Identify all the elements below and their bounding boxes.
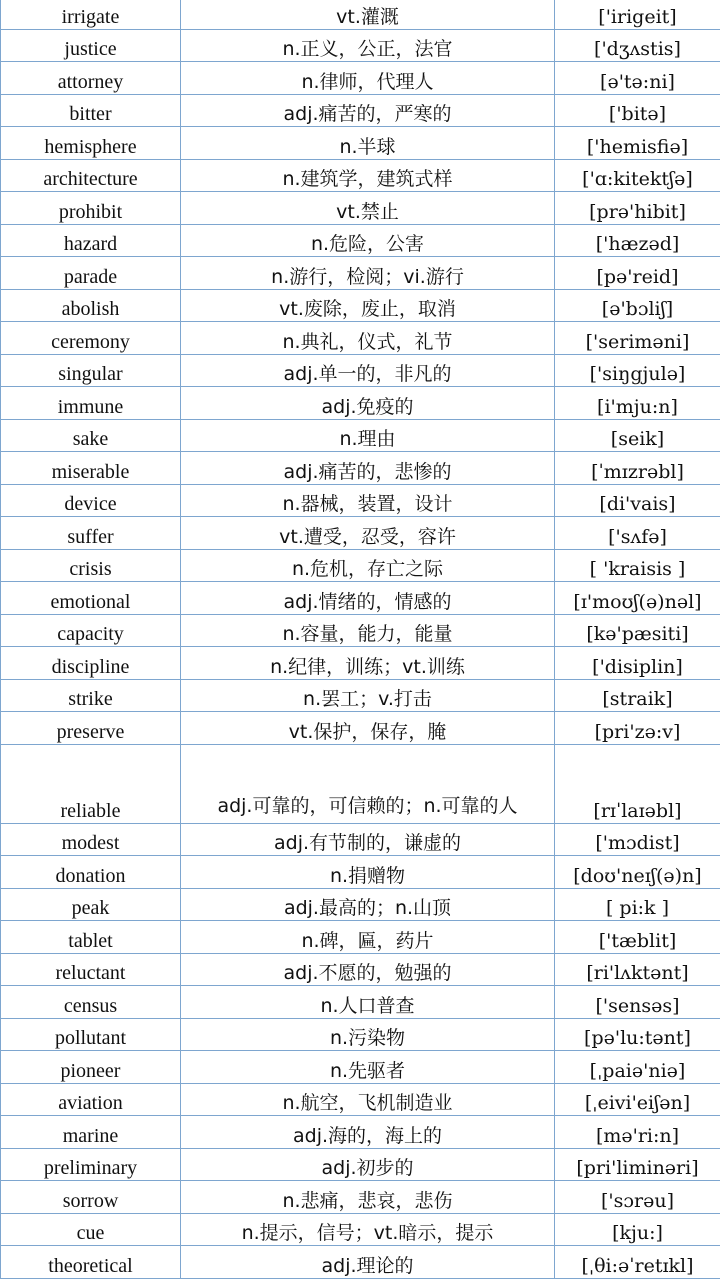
vocab-definition: n.容量，能力，能量	[181, 614, 555, 647]
vocab-row	[1, 1018, 720, 1051]
vocab-definition: n.悲痛，悲哀，悲伤	[181, 1181, 555, 1214]
vocab-word: cue	[1, 1213, 181, 1246]
vocab-phonetic: [ pi:k ]	[555, 888, 720, 921]
vocab-word: miserable	[1, 452, 181, 485]
vocab-definition: adj.最高的；n.山顶	[181, 888, 555, 921]
vocab-word: strike	[1, 679, 181, 712]
vocab-phonetic: [ˌθi:əˈretɪkl]	[555, 1246, 720, 1279]
vocab-phonetic: ['hemisfiə]	[555, 127, 720, 160]
vocab-definition: adj.可靠的，可信赖的；n.可靠的人	[181, 744, 555, 823]
vocab-phonetic: [seik]	[555, 419, 720, 452]
vocab-definition: n.危险，公害	[181, 224, 555, 257]
vocab-definition: vt.保护，保存，腌	[181, 712, 555, 745]
vocab-row	[1, 192, 720, 225]
vocab-row	[1, 712, 720, 745]
vocab-word: immune	[1, 387, 181, 420]
vocab-word: reliable	[1, 744, 181, 823]
vocab-word: aviation	[1, 1083, 181, 1116]
vocab-definition: n.先驱者	[181, 1051, 555, 1084]
vocab-phonetic: ['dʒʌstis]	[555, 29, 720, 62]
vocab-row	[1, 856, 720, 889]
vocab-word: pollutant	[1, 1018, 181, 1051]
vocab-definition: adj.痛苦的，悲惨的	[181, 452, 555, 485]
vocab-definition: n.半球	[181, 127, 555, 160]
vocab-row	[1, 127, 720, 160]
vocab-definition: n.污染物	[181, 1018, 555, 1051]
vocab-word: abolish	[1, 289, 181, 322]
vocab-word: marine	[1, 1116, 181, 1149]
vocab-row	[1, 62, 720, 95]
vocab-word: hazard	[1, 224, 181, 257]
vocab-word: peak	[1, 888, 181, 921]
vocab-definition: vt.禁止	[181, 192, 555, 225]
vocab-phonetic: ['sɔrəu]	[555, 1181, 720, 1214]
vocab-row	[1, 921, 720, 954]
vocab-phonetic: [ˈmɪzrəbl]	[555, 452, 720, 485]
vocab-word: capacity	[1, 614, 181, 647]
vocab-word: architecture	[1, 159, 181, 192]
vocab-word: preserve	[1, 712, 181, 745]
vocab-phonetic: [ 'kraisis ]	[555, 549, 720, 582]
vocab-row	[1, 517, 720, 550]
vocab-row	[1, 452, 720, 485]
vocab-word: justice	[1, 29, 181, 62]
vocab-row	[1, 614, 720, 647]
vocab-row	[1, 1051, 720, 1084]
vocab-row	[1, 549, 720, 582]
vocab-definition: adj.情绪的，情感的	[181, 582, 555, 615]
vocab-phonetic: [ɪ'moʊʃ(ə)nəl]	[555, 582, 720, 615]
vocab-row	[1, 823, 720, 856]
vocab-phonetic: [di'vais]	[555, 484, 720, 517]
vocab-row	[1, 744, 720, 823]
vocab-phonetic: ['sensəs]	[555, 986, 720, 1019]
vocab-definition: adj.免疫的	[181, 387, 555, 420]
vocab-definition: n.典礼，仪式，礼节	[181, 322, 555, 355]
vocab-word: prohibit	[1, 192, 181, 225]
vocab-row	[1, 257, 720, 290]
vocab-phonetic: [ˌpaiə'niə]	[555, 1051, 720, 1084]
vocab-definition: adj.理论的	[181, 1246, 555, 1279]
vocab-row	[1, 224, 720, 257]
vocab-word: singular	[1, 354, 181, 387]
vocab-row	[1, 888, 720, 921]
vocab-row	[1, 1213, 720, 1246]
vocab-definition: n.危机，存亡之际	[181, 549, 555, 582]
vocab-row	[1, 159, 720, 192]
vocab-phonetic: ['bitə]	[555, 94, 720, 127]
vocab-word: irrigate	[1, 0, 181, 29]
vocab-word: discipline	[1, 647, 181, 680]
vocab-phonetic: ['irigeit]	[555, 0, 720, 29]
vocab-definition: adj.不愿的，勉强的	[181, 953, 555, 986]
vocab-definition: n.提示，信号；vt.暗示，提示	[181, 1213, 555, 1246]
vocab-definition: n.建筑学，建筑式样	[181, 159, 555, 192]
vocab-row	[1, 679, 720, 712]
vocab-word: sorrow	[1, 1181, 181, 1214]
vocab-word: device	[1, 484, 181, 517]
vocab-phonetic: [pri'liminəri]	[555, 1148, 720, 1181]
vocab-row	[1, 1181, 720, 1214]
vocab-phonetic: [ˌeivi'eiʃən]	[555, 1083, 720, 1116]
vocab-row	[1, 0, 720, 29]
vocab-definition: adj.海的，海上的	[181, 1116, 555, 1149]
vocab-definition: n.罢工；v.打击	[181, 679, 555, 712]
vocab-definition: adj.有节制的，谦虚的	[181, 823, 555, 856]
vocab-word: preliminary	[1, 1148, 181, 1181]
vocabulary-table-body	[1, 0, 720, 1278]
vocab-word: modest	[1, 823, 181, 856]
vocab-row	[1, 1148, 720, 1181]
vocab-row	[1, 29, 720, 62]
vocab-row	[1, 1116, 720, 1149]
vocab-definition: n.游行，检阅；vi.游行	[181, 257, 555, 290]
vocab-definition: vt.遭受，忍受，容许	[181, 517, 555, 550]
vocab-word: emotional	[1, 582, 181, 615]
vocab-definition: vt.灌溉	[181, 0, 555, 29]
vocab-row	[1, 289, 720, 322]
vocab-phonetic: [ə'tə:ni]	[555, 62, 720, 95]
vocab-phonetic: [ri'lʌktənt]	[555, 953, 720, 986]
vocab-phonetic: [pə'lu:tənt]	[555, 1018, 720, 1051]
vocab-word: theoretical	[1, 1246, 181, 1279]
vocab-word: sake	[1, 419, 181, 452]
vocab-phonetic: ['sʌfə]	[555, 517, 720, 550]
vocab-definition: n.正义，公正，法官	[181, 29, 555, 62]
vocab-phonetic: [pə'reid]	[555, 257, 720, 290]
vocab-row	[1, 419, 720, 452]
vocab-definition: n.人口普查	[181, 986, 555, 1019]
vocab-phonetic: ['tæblit]	[555, 921, 720, 954]
vocab-phonetic: [kə'pæsiti]	[555, 614, 720, 647]
vocab-definition: n.律师，代理人	[181, 62, 555, 95]
vocab-phonetic: [ə'bɔliʃ]	[555, 289, 720, 322]
vocab-row	[1, 484, 720, 517]
vocab-phonetic: ['siŋgjulə]	[555, 354, 720, 387]
vocab-phonetic: ['disiplin]	[555, 647, 720, 680]
vocab-phonetic: ['ɑ:kitektʃə]	[555, 159, 720, 192]
vocab-definition: adj.初步的	[181, 1148, 555, 1181]
vocab-word: pioneer	[1, 1051, 181, 1084]
vocab-phonetic: [mə'ri:n]	[555, 1116, 720, 1149]
vocab-definition: adj.痛苦的，严寒的	[181, 94, 555, 127]
vocab-word: suffer	[1, 517, 181, 550]
vocab-phonetic: [straik]	[555, 679, 720, 712]
vocab-definition: n.航空，飞机制造业	[181, 1083, 555, 1116]
vocab-word: tablet	[1, 921, 181, 954]
vocab-word: reluctant	[1, 953, 181, 986]
vocab-row	[1, 322, 720, 355]
vocab-row	[1, 94, 720, 127]
vocab-word: ceremony	[1, 322, 181, 355]
vocab-row	[1, 582, 720, 615]
vocab-row	[1, 354, 720, 387]
vocab-row	[1, 387, 720, 420]
vocab-phonetic: [rɪˈlaɪəbl]	[555, 744, 720, 823]
vocab-row	[1, 986, 720, 1019]
vocab-row	[1, 1246, 720, 1279]
vocab-word: donation	[1, 856, 181, 889]
vocab-row	[1, 1083, 720, 1116]
vocab-phonetic: [i'mju:n]	[555, 387, 720, 420]
vocab-phonetic: [pri'zə:v]	[555, 712, 720, 745]
vocab-phonetic: [doʊ'neɪʃ(ə)n]	[555, 856, 720, 889]
vocab-phonetic: [prə'hibit]	[555, 192, 720, 225]
vocab-word: bitter	[1, 94, 181, 127]
vocab-definition: n.捐赠物	[181, 856, 555, 889]
vocab-definition: adj.单一的，非凡的	[181, 354, 555, 387]
vocab-word: parade	[1, 257, 181, 290]
vocab-row	[1, 647, 720, 680]
vocab-phonetic: ['mɔdist]	[555, 823, 720, 856]
vocab-word: crisis	[1, 549, 181, 582]
vocab-definition: n.碑，匾，药片	[181, 921, 555, 954]
vocab-phonetic: ['hæzəd]	[555, 224, 720, 257]
vocab-word: attorney	[1, 62, 181, 95]
vocab-definition: n.器械，装置，设计	[181, 484, 555, 517]
vocab-row	[1, 953, 720, 986]
vocab-word: census	[1, 986, 181, 1019]
vocab-phonetic: [kju:]	[555, 1213, 720, 1246]
vocab-phonetic: ['seriməni]	[555, 322, 720, 355]
vocab-word: hemisphere	[1, 127, 181, 160]
vocab-definition: n.理由	[181, 419, 555, 452]
vocab-definition: n.纪律，训练；vt.训练	[181, 647, 555, 680]
vocab-definition: vt.废除，废止，取消	[181, 289, 555, 322]
